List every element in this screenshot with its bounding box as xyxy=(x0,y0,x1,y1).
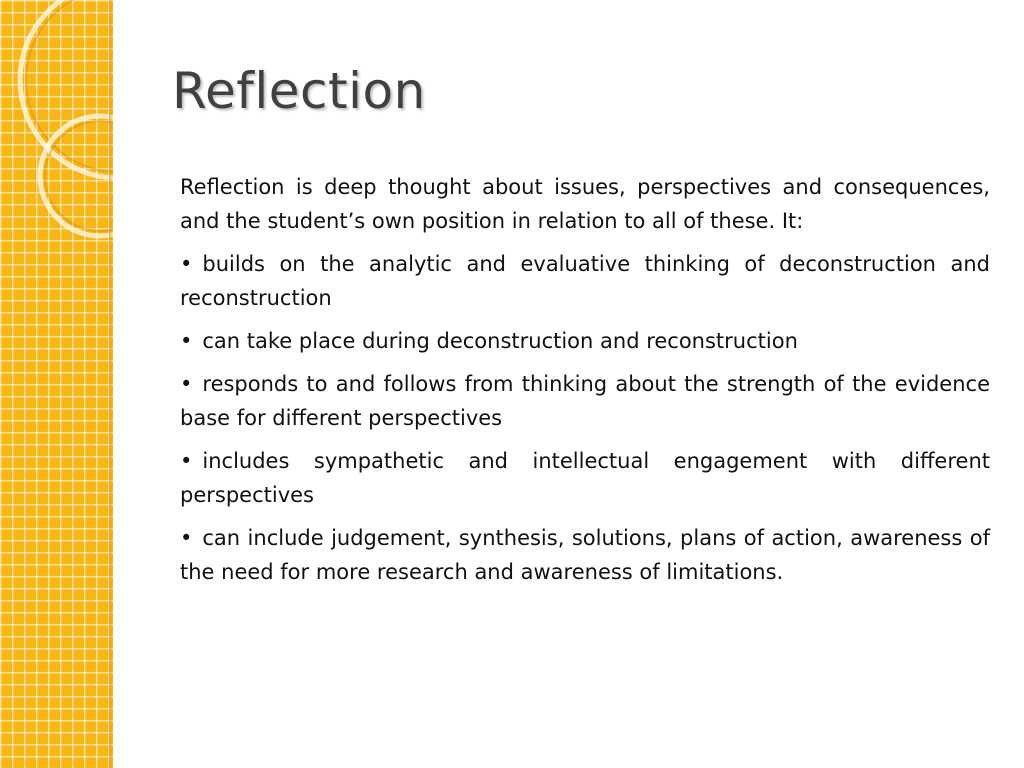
bullet-item xyxy=(180,324,990,358)
bullet-icon: • xyxy=(180,329,193,353)
bullet-item xyxy=(180,367,990,435)
bullet-text: can include judgement, synthesis, solutions, plans of action, awareness of the need for more research and awareness of limitations. xyxy=(180,526,990,584)
bullet-icon: • xyxy=(180,526,193,550)
slide-title: Reflection xyxy=(172,62,426,120)
bullet-item xyxy=(180,521,990,589)
intro-paragraph: Reflection is deep thought about issues, perspectives and consequences, and the student’s own position in relation to all of these. It: xyxy=(180,175,990,233)
decorative-side-band xyxy=(0,0,113,768)
bullet-icon: • xyxy=(180,449,193,473)
bullet-text: builds on the analytic and evaluative thinking of deconstruction and reconstruction xyxy=(180,252,990,310)
slide-body xyxy=(180,170,990,598)
bullet-item xyxy=(180,444,990,512)
decorative-rings xyxy=(0,0,113,768)
bullet-item xyxy=(180,247,990,315)
bullet-text: responds to and follows from thinking about the strength of the evidence base for different perspectives xyxy=(180,372,990,430)
bullet-icon: • xyxy=(180,372,193,396)
bullet-text: includes sympathetic and intellectual engagement with different perspectives xyxy=(180,449,990,507)
bullet-icon: • xyxy=(180,252,193,276)
bullet-text: can take place during deconstruction and reconstruction xyxy=(202,329,798,353)
